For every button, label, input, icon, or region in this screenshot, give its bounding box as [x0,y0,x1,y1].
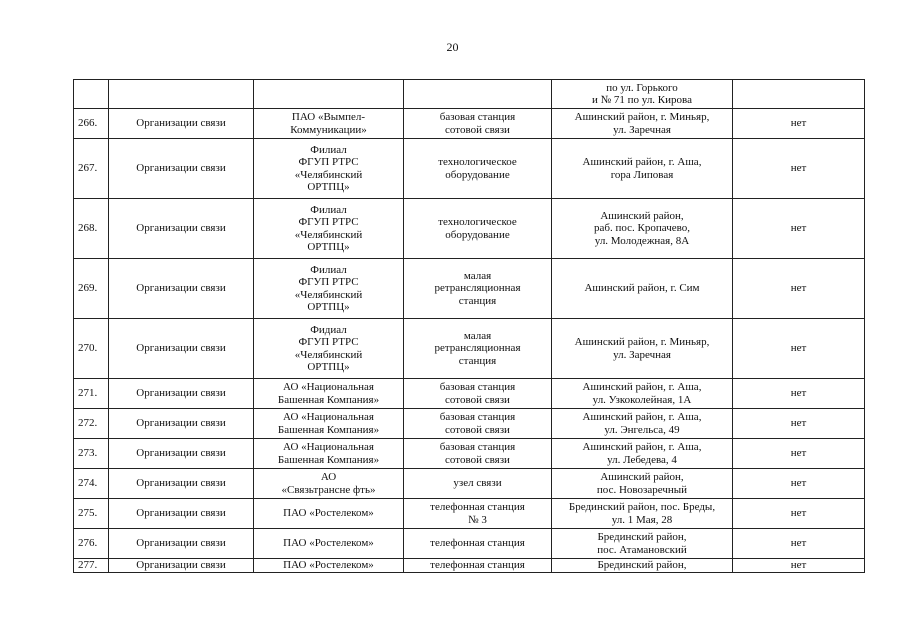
cell-text: 269. [78,282,98,295]
address-cell [552,469,733,499]
object-cell [404,499,552,529]
cell-text: Ашинский район, г. Миньяр, [574,111,710,123]
cell-text: 276. [78,537,98,550]
category-cell [109,259,254,319]
table-row [74,199,865,259]
status-cell [733,199,865,259]
status-cell [733,379,865,409]
cell-text: «Челябинский [294,288,363,301]
cell-text: Организации связи [136,342,226,355]
table-row [74,529,865,559]
cell-text: ФГУП РТРС [298,216,359,228]
organization-cell [254,109,404,139]
cell-text: ОРТПЦ» [307,361,350,373]
cell-text: станция [458,294,497,307]
status-cell [733,529,865,559]
cell-text: Ашинский район, г. Аша, [582,441,702,453]
cell-text: 268. [78,222,98,235]
cell-text: «Челябинский [294,348,363,361]
cell-text: базовая станция [439,411,516,423]
cell-text: нет [790,537,807,550]
table-row [74,469,865,499]
cell-text: Ашинский район, г. Аша, [582,411,702,423]
cell-text: телефонная станция [430,501,525,513]
cell-text: технологическое [438,216,517,228]
cell-text: Организации связи [136,417,226,430]
cell-text: Брединский район, [597,531,687,543]
cell-text: Филиал [310,203,347,216]
cell-text: Организации связи [136,559,226,572]
row-number-cell [74,469,109,499]
cell-text: Башенная Компания» [277,423,380,436]
row-number-cell [74,409,109,439]
cell-text: сотовой связи [445,453,510,466]
table-row [74,109,865,139]
cell-text: раб. пос. Кропачево, [594,222,690,235]
cell-text: нет [790,507,807,520]
cell-text: Филиал [310,143,347,156]
cell-text: ул. Молодежная, 8А [594,234,690,247]
cell-text: ФГУП РТРС [298,336,359,348]
cell-text: нет [790,417,807,430]
category-cell [109,469,254,499]
organization-cell [254,80,404,109]
row-number-cell [74,319,109,379]
cell-text: базовая станция [439,441,516,453]
organization-cell [254,139,404,199]
cell-text: нет [790,447,807,460]
cell-text: Брединский район, пос. Бреды, [568,501,716,513]
address-cell [552,139,733,199]
cell-text: нет [790,282,807,295]
cell-text: Организации связи [136,282,226,295]
cell-text: Башенная Компания» [277,453,380,466]
cell-text: Ашинский район, [600,471,684,483]
address-cell [552,259,733,319]
cell-text: станция [458,354,497,367]
cell-text: Коммуникации» [290,123,367,136]
cell-text: Брединский район, [597,559,687,572]
cell-text: Ашинский район, г. Аша, [582,156,702,168]
cell-text: Организации связи [136,387,226,400]
object-cell [404,259,552,319]
cell-text: гора Липовая [610,168,674,181]
cell-text: базовая станция [439,111,516,123]
address-cell [552,559,733,573]
cell-text: ОРТПЦ» [307,241,350,253]
address-cell [552,529,733,559]
cell-text: оборудование [445,228,510,241]
cell-text: ретрансляционная [434,282,521,295]
cell-text: Филиал [310,263,347,276]
row-number-cell [74,439,109,469]
cell-text: сотовой связи [445,123,510,136]
status-cell [733,139,865,199]
cell-text: пос. Новозаречный [596,483,688,496]
page-number: 20 [446,40,459,54]
address-cell [552,499,733,529]
cell-text: ПАО «Вымпел- [291,111,366,123]
table-row [74,439,865,469]
cell-text: № 3 [468,513,487,526]
cell-text: ОРТПЦ» [307,181,350,193]
cell-text: 271. [78,387,98,400]
category-cell [109,529,254,559]
cell-text: технологическое [438,156,517,168]
cell-text: «Челябинский [294,228,363,241]
cell-text: 267. [78,162,98,175]
cell-text: Организации связи [136,537,226,550]
cell-text: ПАО «Ростелеком» [283,559,374,572]
cell-text: АО «Национальная [283,441,374,453]
cell-text: оборудование [445,168,510,181]
row-number-cell [74,379,109,409]
cell-text: ретрансляционная [434,342,521,355]
table-row [74,499,865,529]
cell-text: ул. Заречная [613,123,671,136]
table-row [74,559,865,573]
status-cell [733,259,865,319]
object-cell [404,319,552,379]
cell-text: нет [790,222,807,235]
cell-text: 277. [78,559,98,572]
status-cell [733,319,865,379]
cell-text: 274. [78,477,98,490]
object-cell [404,199,552,259]
cell-text: Организации связи [136,162,226,175]
cell-text: «Связьтрансне фть» [281,483,376,496]
row-number-cell [74,80,109,109]
table-row [74,259,865,319]
table-row [74,379,865,409]
table-body [74,80,865,573]
category-cell [109,439,254,469]
cell-text: узел связи [453,477,502,490]
organization-cell [254,469,404,499]
cell-text: нет [790,559,807,572]
cell-text: нет [790,162,807,175]
cell-text: телефонная станция [430,537,525,550]
cell-text: нет [790,387,807,400]
status-cell [733,559,865,573]
cell-text: ПАО «Ростелеком» [283,537,374,550]
cell-text: нет [790,477,807,490]
cell-text: Организации связи [136,117,226,130]
cell-text: 273. [78,447,98,460]
address-cell [552,199,733,259]
cell-text: ул. 1 Мая, 28 [611,513,673,526]
object-cell [404,439,552,469]
cell-text: пос. Атамановский [597,543,687,556]
cell-text: 272. [78,417,98,430]
status-cell [733,409,865,439]
cell-text: Организации связи [136,477,226,490]
category-cell [109,199,254,259]
cell-text: Организации связи [136,447,226,460]
object-cell [404,139,552,199]
table-row [74,409,865,439]
cell-text: ул. Заречная [613,348,671,361]
category-cell [109,379,254,409]
cell-text: Ашинский район, [600,209,684,222]
cell-text: телефонная станция [430,559,525,572]
cell-text: по ул. Горького [606,81,678,94]
organization-cell [254,529,404,559]
row-number-cell [74,199,109,259]
category-cell [109,80,254,109]
cell-text: 270. [78,342,98,355]
row-number-cell [74,499,109,529]
status-cell [733,469,865,499]
cell-text: Ашинский район, г. Сим [584,282,700,295]
table-row [74,80,865,109]
cell-text: ул. Лебедева, 4 [607,453,677,466]
category-cell [109,109,254,139]
row-number-cell [74,559,109,573]
address-cell [552,109,733,139]
organization-cell [254,379,404,409]
cell-text: ОРТПЦ» [307,301,350,313]
address-cell [552,439,733,469]
object-cell [404,529,552,559]
cell-text: АО «Национальная [283,411,374,423]
organization-cell [254,559,404,573]
organization-cell [254,259,404,319]
category-cell [109,499,254,529]
cell-text: Фидиал [310,323,347,336]
cell-text: Ашинский район, г. Аша, [582,381,702,393]
object-cell [404,80,552,109]
address-cell [552,80,733,109]
cell-text: сотовой связи [445,393,510,406]
cell-text: ПАО «Ростелеком» [283,507,374,520]
cell-text: сотовой связи [445,423,510,436]
cell-text: ул. Энгельса, 49 [604,423,680,436]
row-number-cell [74,259,109,319]
status-cell [733,499,865,529]
cell-text: АО «Национальная [283,381,374,393]
status-cell [733,439,865,469]
organization-cell [254,439,404,469]
registry-table [73,79,865,573]
status-cell [733,109,865,139]
address-cell [552,379,733,409]
cell-text: 266. [78,117,98,130]
cell-text: малая [463,269,492,282]
category-cell [109,319,254,379]
cell-text: ул. Узкоколейная, 1А [592,393,692,406]
cell-text: нет [790,342,807,355]
cell-text: нет [790,117,807,130]
object-cell [404,469,552,499]
organization-cell [254,499,404,529]
cell-text: малая [463,329,492,342]
row-number-cell [74,109,109,139]
category-cell [109,559,254,573]
cell-text: и № 71 по ул. Кирова [592,94,692,106]
cell-text: «Челябинский [294,168,363,181]
cell-text: ФГУП РТРС [298,156,359,168]
cell-text: Башенная Компания» [277,393,380,406]
status-cell [733,80,865,109]
object-cell [404,559,552,573]
object-cell [404,109,552,139]
category-cell [109,139,254,199]
table-row [74,319,865,379]
address-cell [552,319,733,379]
row-number-cell [74,529,109,559]
object-cell [404,379,552,409]
row-number-cell [74,139,109,199]
cell-text: базовая станция [439,381,516,393]
cell-text: Организации связи [136,507,226,520]
category-cell [109,409,254,439]
organization-cell [254,409,404,439]
object-cell [404,409,552,439]
cell-text: ФГУП РТРС [298,276,359,288]
organization-cell [254,199,404,259]
cell-text: 275. [78,507,98,520]
cell-text: Организации связи [136,222,226,235]
cell-text: Ашинский район, г. Миньяр, [574,336,710,348]
cell-text: АО [320,471,337,483]
organization-cell [254,319,404,379]
table-row [74,139,865,199]
address-cell [552,409,733,439]
